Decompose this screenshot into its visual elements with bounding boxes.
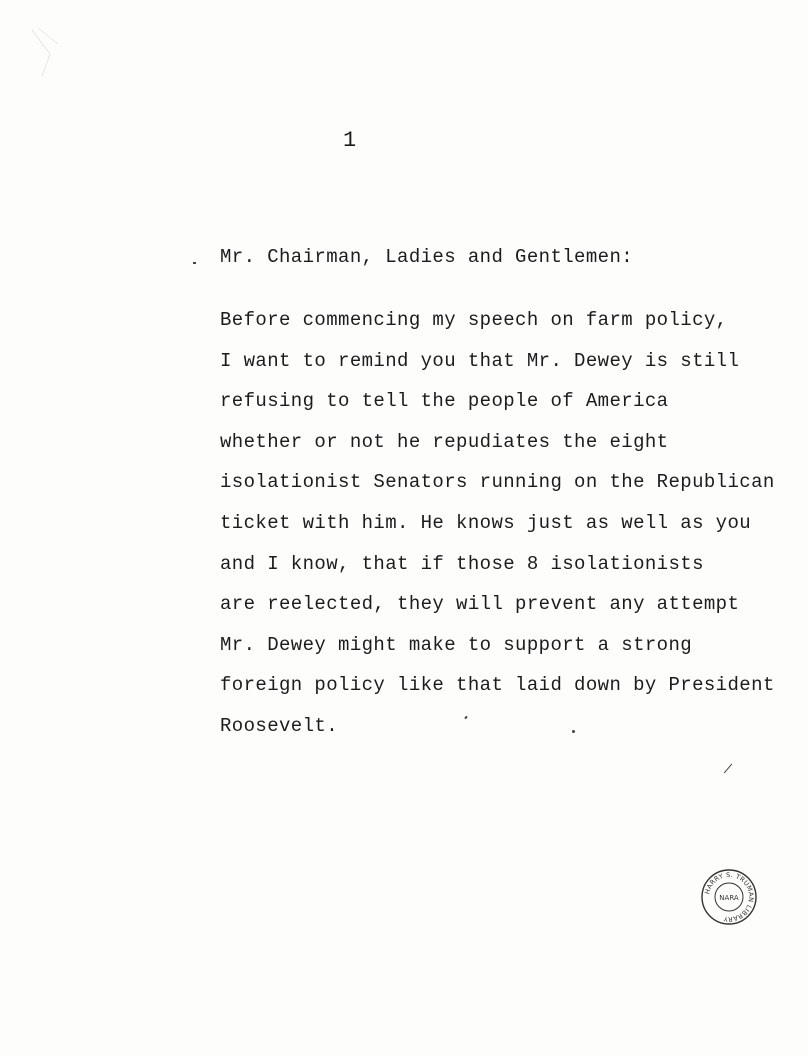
archive-stamp [700,868,758,926]
stray-ink-mark [724,764,732,774]
speech-line: ticket with him. He knows just as well as you [220,511,752,534]
speech-body [220,307,775,754]
speech-line: Roosevelt. [220,714,339,737]
stamp-inner-text: NARA [719,894,739,902]
stray-ink-mark [193,262,196,264]
speech-line: whether or not he repudiates the eight [220,430,669,453]
speech-line: I want to remind you that Mr. Dewey is still [220,349,740,372]
speech-line: isolationist Senators running on the Republican [220,471,775,494]
speech-line: refusing to tell the people of America [220,390,669,413]
speech-line: and I know, that if those 8 isolationists [220,552,704,575]
stray-ink-mark [572,730,575,733]
speech-line: Mr. Dewey might make to support a strong [220,633,693,656]
speech-line: foreign policy like that laid down by President [220,674,775,697]
stamp-outer-text: HARRY S. TRUMAN LIBRARY [703,870,756,924]
paper-crease-mark [28,24,88,84]
speech-line: Before commencing my speech on farm policy, [220,309,728,331]
page-number: 1 [343,128,358,153]
speech-line: are reelected, they will prevent any attempt [220,593,740,616]
salutation: Mr. Chairman, Ladies and Gentlemen: [220,246,634,268]
